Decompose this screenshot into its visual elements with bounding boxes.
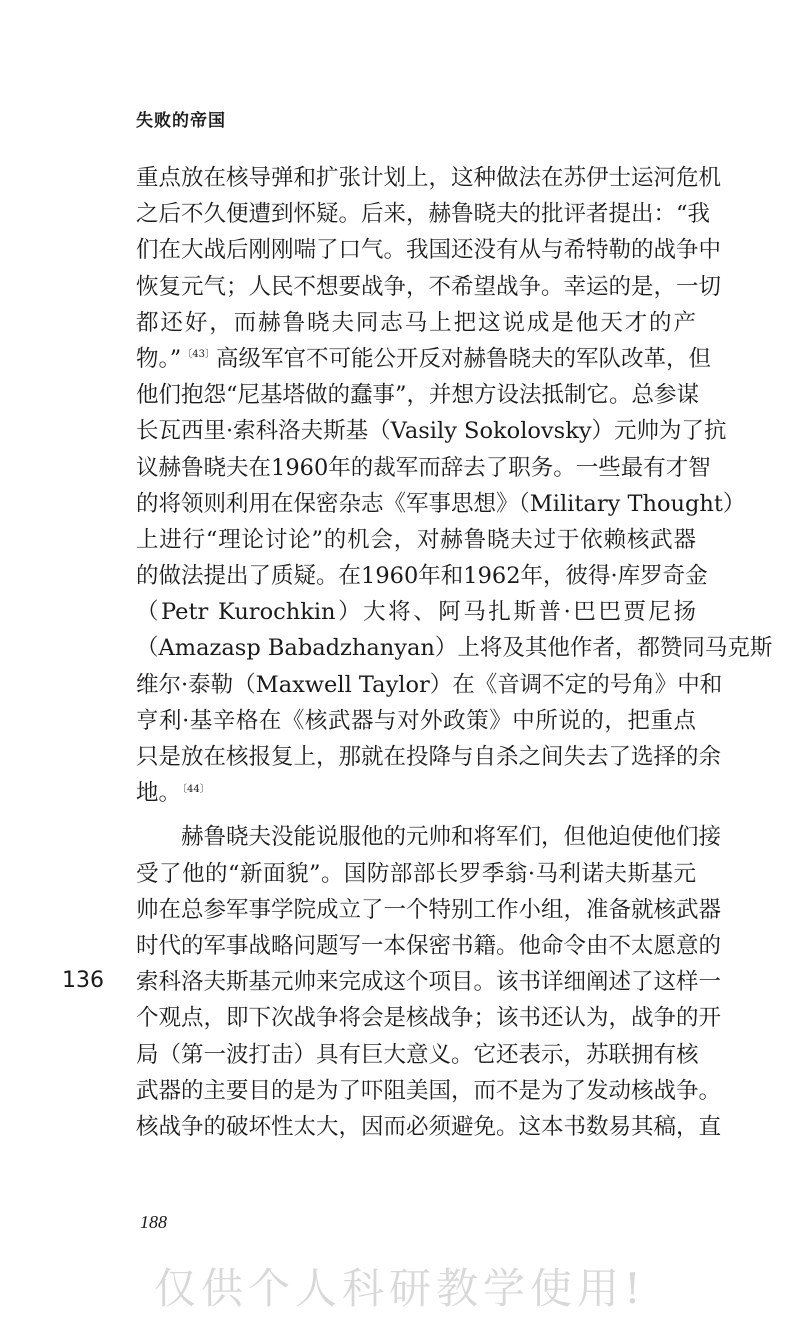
page-number: 188 [140,1212,167,1232]
text-line: 的做法提出了质疑。在1960年和1962年，彼得·库罗奇金 [136,563,708,590]
text-line: 索科洛夫斯基元帅来完成这个项目。该书详细阐述了这样一 [136,969,722,996]
text-line: 都还好，而赫鲁晓夫同志马上把这说成是他天才的产 [136,309,696,336]
text-line: （Petr Kurochkin）大将、阿马扎斯普·巴巴贾尼扬 [136,599,696,626]
text-line: 们在大战后刚刚喘了口气。我国还没有从与希特勒的战争中 [136,237,722,264]
body-text [136,160,773,1145]
text-line: 的将领则利用在保密杂志《军事思想》（Military Thought） [136,490,746,517]
text-line-with-note [136,775,696,811]
text-line: 维尔·泰勒（Maxwell Taylor）在《音调不定的号角》中和 [136,671,723,698]
footnote-marker[interactable]: 〔43〕 [182,349,215,361]
text-line: 之后不久便遭到怀疑。后来，赫鲁晓夫的批评者提出：“我 [136,201,711,228]
text-line: （Amazasp Babadzhanyan）上将及其他作者，都赞同马克斯 [136,635,773,662]
text-line: 个观点，即下次战争将会是核战争；该书还认为，战争的开 [136,1005,722,1032]
text-line: 核战争的破坏性太大，因而必须避免。这本书数易其稿，直 [136,1113,722,1140]
text-fragment: 地。 [136,780,182,807]
text-line: 局（第一波打击）具有巨大意义。它还表示，苏联拥有核 [136,1041,699,1068]
text-fragment: 高级军官不可能公开反对赫鲁晓夫的军队改革，但 [216,345,712,372]
text-line: 长瓦西里·索科洛夫斯基（Vasily Sokolovsky）元帅为了抗 [136,418,727,445]
text-line: 武器的主要目的是为了吓阻美国，而不是为了发动核战争。 [136,1077,722,1104]
margin-page-number: 136 [62,968,104,993]
text-line: 他们抱怨“尼基塔做的蠢事”，并想方设法抵制它。总参谋 [136,382,700,409]
text-line-with-note [136,341,712,377]
text-line: 重点放在核导弹和扩张计划上，这种做法在苏伊士运河危机 [136,165,722,191]
running-head: 失败的帝国 [136,111,226,131]
text-line: 只是放在核报复上，那就在投降与自杀之间失去了选择的余 [136,744,722,770]
text-line: 帅在总参军事学院成立了一个特别工作小组，准备就核武器 [136,896,722,923]
text-line: 恢复元气；人民不想要战争，不希望战争。幸运的是，一切 [136,273,722,300]
text-line: 受了他的“新面貌”。国防部部长罗季翁·马利诺夫斯基元 [136,860,696,887]
footnote-marker[interactable]: 〔44〕 [182,783,210,795]
text-line: 赫鲁晓夫没能说服他的元帅和将军们，但他迫使他们接 [181,824,722,851]
text-line: 时代的军事战略问题写一本保密书籍。他命令由不太愿意的 [136,932,722,959]
watermark: 仅供个人科研教学使用! [154,1264,646,1313]
text-line: 上进行“理论讨论”的机会，对赫鲁晓夫过于依赖核武器 [136,526,696,553]
text-line: 议赫鲁晓夫在1960年的裁军而辞去了职务。一些最有才智 [136,454,711,481]
text-fragment: 物。” [136,345,182,372]
text-line: 亨利·基辛格在《核武器与对外政策》中所说的，把重点 [136,707,696,734]
